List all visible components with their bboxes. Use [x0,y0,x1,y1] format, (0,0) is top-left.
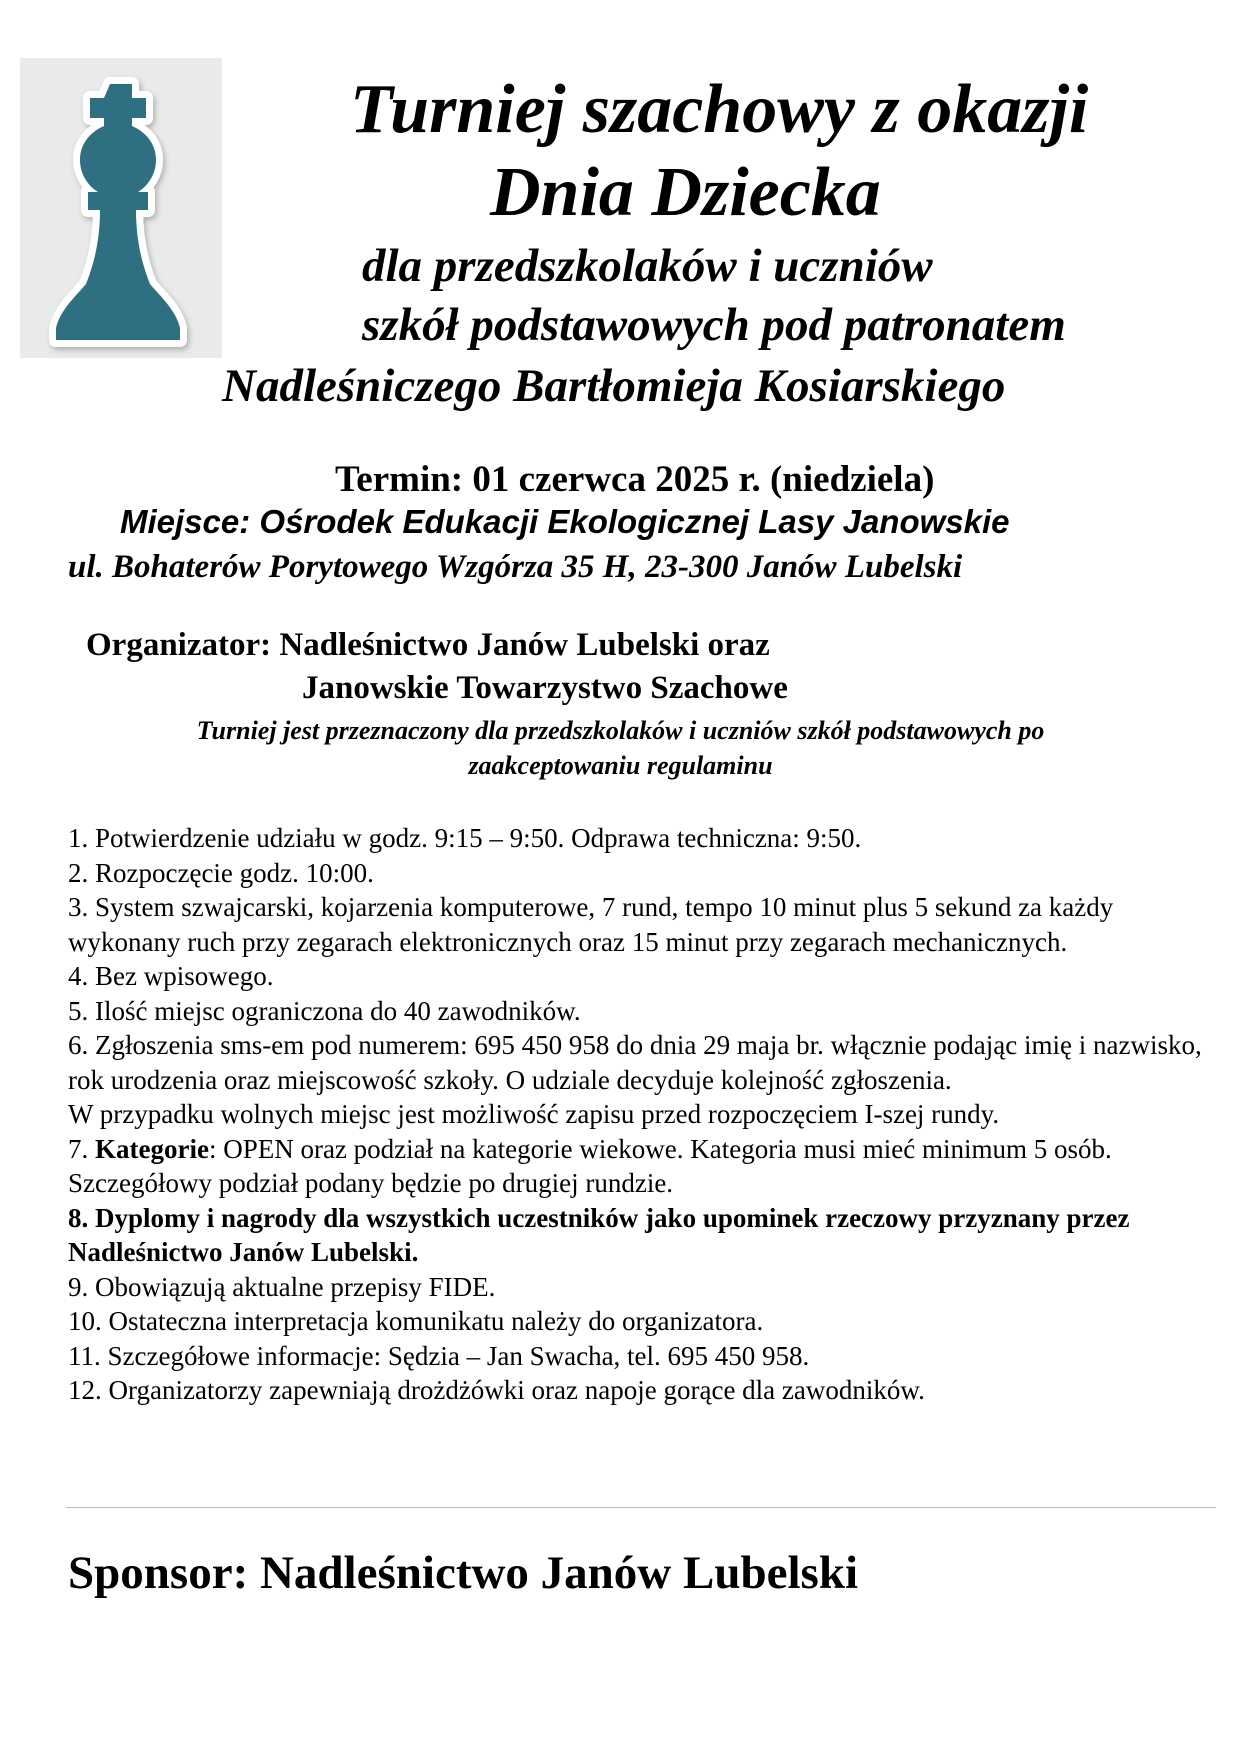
chess-king-icon [20,58,222,358]
section-divider [66,1507,1216,1508]
rule-7 [68,1132,1218,1201]
rule-7-number: 7. [68,1133,95,1164]
rule-6: 6. Zgłoszenia sms-em pod numerem: 695 450 958 do dnia 29 maja br. włącznie podając imię i nazwisko, rok urodzenia oraz miejscowość szkoły. O udziale decyduje kolejność zgłoszenia. [68,1030,1202,1095]
rules-list [68,821,1218,1408]
rule-1: 1. Potwierdzenie udziału w godz. 9:15 – 9:50. Odprawa techniczna: 9:50. [68,823,862,853]
organizer-line-1: Organizator: Nadleśnictwo Janów Lubelski oraz [86,627,770,663]
subtitle-line-2: szkół podstawowych pod patronatem [362,299,1066,351]
event-date: Termin: 01 czerwca 2025 r. (niedziela) [335,459,935,500]
rule-12: 12. Organizatorzy zapewniają drożdżówki oraz napoje gorące dla zawodników. [68,1375,925,1405]
rule-4: 4. Bez wpisowego. [68,961,274,991]
rule-10: 10. Ostateczna interpretacja komunikatu należy do organizatora. [68,1306,764,1336]
title-line-1: Turniej szachowy z okazji [350,71,1089,148]
rule-5: 5. Ilość miejsc ograniczona do 40 zawodników. [68,995,581,1026]
eligibility-note-2: zaakceptowaniu regulaminu [468,751,773,780]
rule-7-label: Kategorie [95,1133,209,1164]
rule-9: 9. Obowiązują aktualne przepisy FIDE. [68,1271,496,1302]
title-line-2: Dnia Dziecka [490,154,881,231]
sponsor: Sponsor: Nadleśnictwo Janów Lubelski [68,1547,859,1599]
rule-7-text: : OPEN oraz podział na kategorie wiekowe. Kategoria musi mieć minimum 5 osób. Szczegółowy podział podany będzie po drugiej rundzie. [68,1133,1112,1198]
organizer-line-2: Janowskie Towarzystwo Szachowe [302,670,788,706]
subtitle-line-1: dla przedszkolaków i uczniów [362,240,933,292]
rule-6-note: W przypadku wolnych miejsc jest możliwość zapisu przed rozpoczęciem I-szej rundy. [68,1099,1000,1129]
rule-8-text: 8. Dyplomy i nagrody dla wszystkich uczestników jako upominek rzeczowy przyznany przez Nadleśnictwo Janów Lubelski. [68,1202,1130,1267]
event-location: Miejsce: Ośrodek Edukacji Ekologicznej Lasy Janowskie [120,503,1010,540]
subtitle-line-3: Nadleśniczego Bartłomieja Kosiarskiego [222,360,1006,412]
eligibility-note-1: Turniej jest przeznaczony dla przedszkolaków i uczniów szkół podstawowych po [196,716,1045,745]
rule-3: 3. System szwajcarski, kojarzenia komputerowe, 7 rund, tempo 10 minut plus 5 sekund za każdy wykonany ruch przy zegarach elektronicznych oraz 15 minut przy zegarach mechanicznych. [68,892,1114,957]
rule-8 [68,1201,1218,1270]
chess-logo [20,58,222,358]
event-address: ul. Bohaterów Porytowego Wzgórza 35 H, 23-300 Janów Lubelski [68,549,963,585]
rule-11: 11. Szczegółowe informacje: Sędzia – Jan Swacha, tel. 695 450 958. [68,1340,810,1371]
rule-2: 2. Rozpoczęcie godz. 10:00. [68,857,374,888]
